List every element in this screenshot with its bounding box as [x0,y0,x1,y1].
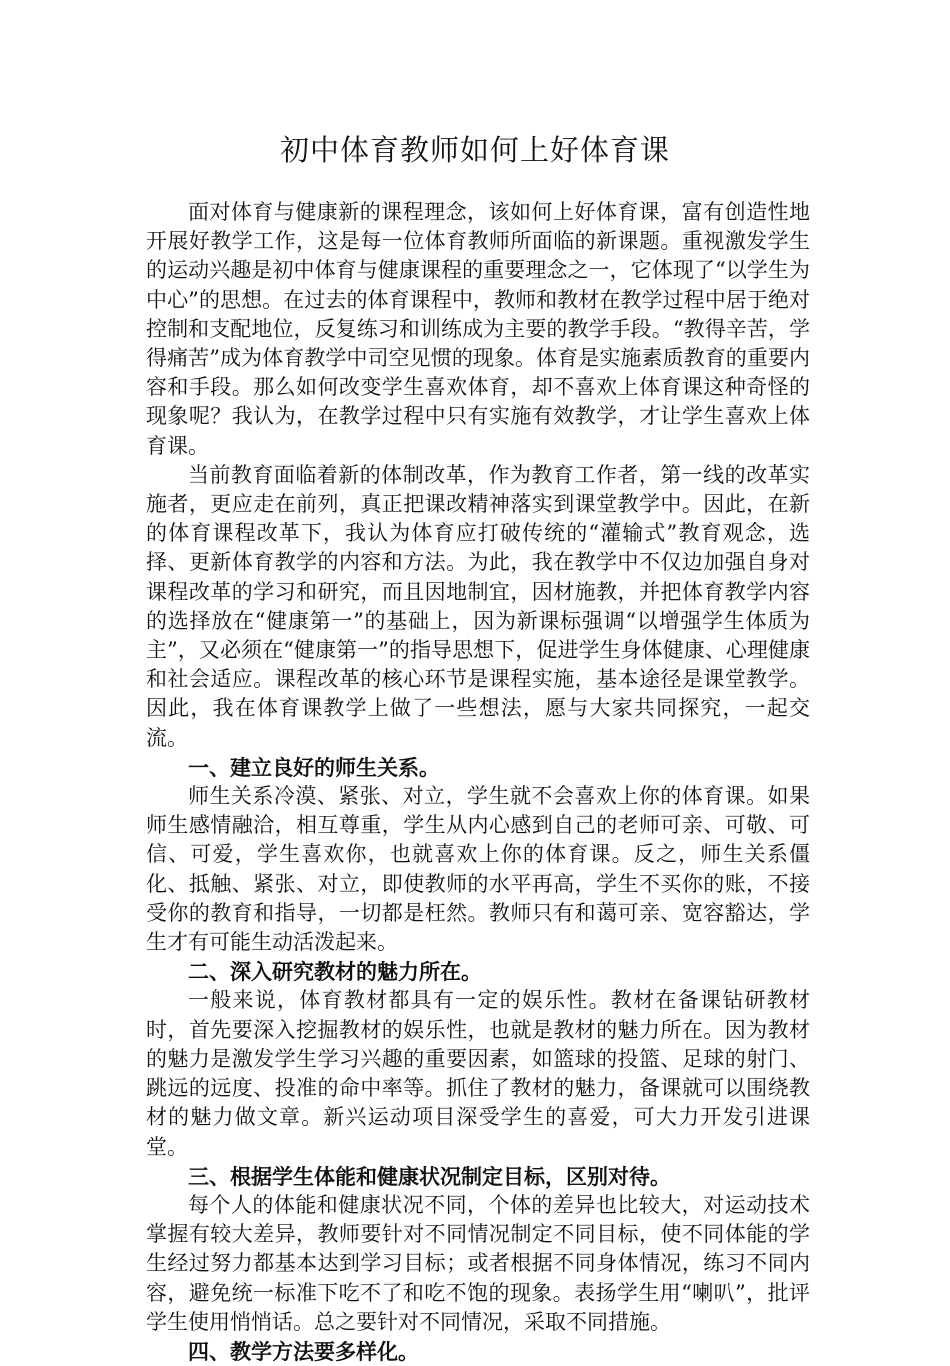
section-2-paragraph: 一般来说，体育教材都具有一定的娱乐性。教材在备课钻研教材时，首先要深入挖掘教材的娱乐性，也就是教材的魅力所在。因为教材的魅力是激发学生学习兴趣的重要因素，如篮球的投篮、足球的射门、跳远的远度、投准的命中率等。抓住了教材的魅力，备课就可以围绕教材的魅力做文章。新兴运动项目深受学生的喜爱，可大力开发引进课堂。 [146,988,810,1159]
document-title: 初中体育教师如何上好体育课 [279,133,670,167]
section-2-heading: 二、深入研究教材的魅力所在。 [188,959,482,985]
intro-paragraph-2: 当前教育面临着新的体制改革，作为教育工作者，第一线的改革实施者，更应走在前列，真正把课改精神落实到课堂教学中。因此，在新的体育课程改革下，我认为体育应打破传统的“灌输式”教育观念，选择、更新体育教学的内容和方法。为此，我在教学中不仅边加强自身对课程改革的学习和研究，而且因地制宜，因材施教，并把体育教学内容的选择放在“健康第一”的基础上，因为新课标强调“以增强学生体质为主”，又必须在“健康第一”的指导思想下，促进学生身体健康、心理健康和社会适应。课程改革的核心环节是课程实施，基本途径是课堂教学。因此，我在体育课教学上做了一些想法，愿与大家共同探究，一起交流。 [146,462,810,750]
section-3-paragraph: 每个人的体能和健康状况不同，个体的差异也比较大，对运动技术掌握有较大差异，教师要针对不同情况制定不同目标，使不同体能的学生经过努力都基本达到学习目标；或者根据不同身体情况，练习不同内容，避免统一标准下吃不了和吃不饱的现象。表扬学生用“喇叭”，批评学生使用悄悄话。总之要针对不同情况，采取不同措施。 [146,1192,810,1334]
document-body [146,198,810,1366]
section-4-heading: 四、教学方法要多样化。 [188,1338,419,1364]
intro-paragraph-1: 面对体育与健康新的课程理念，该如何上好体育课，富有创造性地开展好教学工作，这是每一位体育教师所面临的新课题。重视激发学生的运动兴趣是初中体育与健康课程的重要理念之一，它体现了“以学生为中心”的思想。在过去的体育课程中，教师和教材在教学过程中居于绝对控制和支配地位，反复练习和训练成为主要的教学手段。“教得辛苦，学得痛苦”成为体育教学中司空见惯的现象。体育是实施素质教育的重要内容和手段。那么如何改变学生喜欢体育，却不喜欢上体育课这种奇怪的现象呢？我认为，在教学过程中只有实施有效教学，才让学生喜欢上体育课。 [146,200,810,458]
section-3-heading: 三、根据学生体能和健康状况制定目标，区别对待。 [188,1163,671,1189]
section-1-paragraph: 师生关系冷漠、紧张、对立，学生就不会喜欢上你的体育课。如果师生感情融洽，相互尊重，学生从内心感到自己的老师可亲、可敬、可信、可爱，学生喜欢你，也就喜欢上你的体育课。反之，师生关系僵化、抵触、紧张、对立，即使教师的水平再高，学生不买你的账，不接受你的教育和指导，一切都是枉然。教师只有和蔼可亲、宽容豁达，学生才有可能生动活泼起来。 [146,784,810,955]
section-1-heading: 一、建立良好的师生关系。 [188,754,440,780]
